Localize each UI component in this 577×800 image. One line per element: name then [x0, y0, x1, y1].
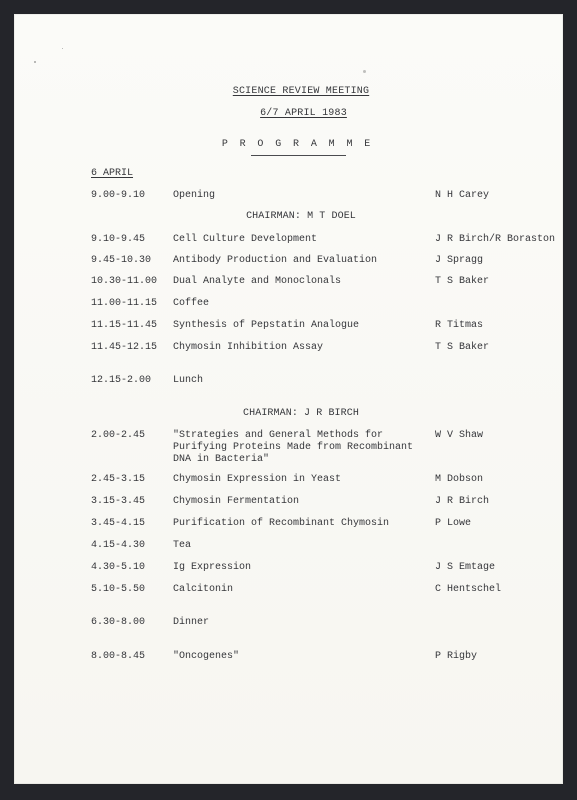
session-time: 9.45-10.30 — [91, 255, 152, 266]
session-speaker: J Spragg — [435, 255, 484, 266]
session-title: "Oncogenes" — [173, 651, 240, 662]
session-title: Chymosin Expression in Yeast — [173, 474, 342, 485]
session-time: 5.10-5.50 — [91, 584, 146, 595]
session-speaker: M Dobson — [435, 474, 484, 485]
paper-speck — [34, 61, 36, 63]
session-speaker: R Titmas — [435, 320, 484, 331]
session-title: Cell Culture Development — [173, 234, 318, 245]
session-speaker: N H Carey — [435, 190, 490, 201]
session-title: Tea — [173, 540, 192, 551]
session-time: 11.00-11.15 — [91, 298, 158, 309]
session-title: Purification of Recombinant Chymosin — [173, 518, 390, 529]
session-title: Dinner — [173, 617, 210, 628]
session-time: 6.30-8.00 — [91, 617, 146, 628]
session-title: Chymosin Inhibition Assay — [173, 342, 324, 353]
session-title: Ig Expression — [173, 562, 252, 573]
session-title: Coffee — [173, 298, 210, 309]
session-time: 11.45-12.15 — [91, 342, 158, 353]
session-time: 2.00-2.45 — [91, 430, 146, 441]
session-speaker: J S Emtage — [435, 562, 496, 573]
document-page — [14, 14, 563, 784]
programme-underline — [251, 155, 346, 156]
session-title: "Strategies and General Methods for Purifying Proteins Made from Recombinant DNA in Bacteria" — [173, 430, 414, 465]
programme-heading: P R O G R A M M E — [221, 139, 374, 150]
session-title: Antibody Production and Evaluation — [173, 255, 378, 266]
session-title: Opening — [173, 190, 216, 201]
session-title: Lunch — [173, 375, 204, 386]
paper-speck — [363, 70, 366, 73]
session-time: 11.15-11.45 — [91, 320, 158, 331]
session-title: Chymosin Fermentation — [173, 496, 300, 507]
session-speaker: T S Baker — [435, 276, 490, 287]
session-speaker: J R Birch/R Boraston — [435, 234, 556, 245]
session-time: 3.15-3.45 — [91, 496, 146, 507]
meeting-title: SCIENCE REVIEW MEETING — [232, 86, 370, 97]
chairman-heading: CHAIRMAN: J R BIRCH — [243, 408, 359, 419]
chairman-heading: CHAIRMAN: M T DOEL — [246, 211, 356, 222]
session-time: 8.00-8.45 — [91, 651, 146, 662]
meeting-date: 6/7 APRIL 1983 — [260, 108, 347, 119]
session-time: 2.45-3.15 — [91, 474, 146, 485]
session-time: 4.15-4.30 — [91, 540, 146, 551]
session-speaker: W V Shaw — [435, 430, 484, 441]
session-title: Synthesis of Pepstatin Analogue — [173, 320, 360, 331]
session-time: 4.30-5.10 — [91, 562, 146, 573]
day-heading: 6 APRIL — [91, 168, 134, 179]
session-time: 3.45-4.15 — [91, 518, 146, 529]
session-speaker: C Hentschel — [435, 584, 502, 595]
session-speaker: P Lowe — [435, 518, 472, 529]
session-time: 10.30-11.00 — [91, 276, 158, 287]
session-title: Calcitonin — [173, 584, 234, 595]
session-time: 9.00-9.10 — [91, 190, 146, 201]
session-time: 12.15-2.00 — [91, 375, 152, 386]
session-speaker: J R Birch — [435, 496, 490, 507]
session-speaker: T S Baker — [435, 342, 490, 353]
session-speaker: P Rigby — [435, 651, 478, 662]
paper-speck — [62, 48, 63, 49]
session-time: 9.10-9.45 — [91, 234, 146, 245]
session-title: Dual Analyte and Monoclonals — [173, 276, 342, 287]
